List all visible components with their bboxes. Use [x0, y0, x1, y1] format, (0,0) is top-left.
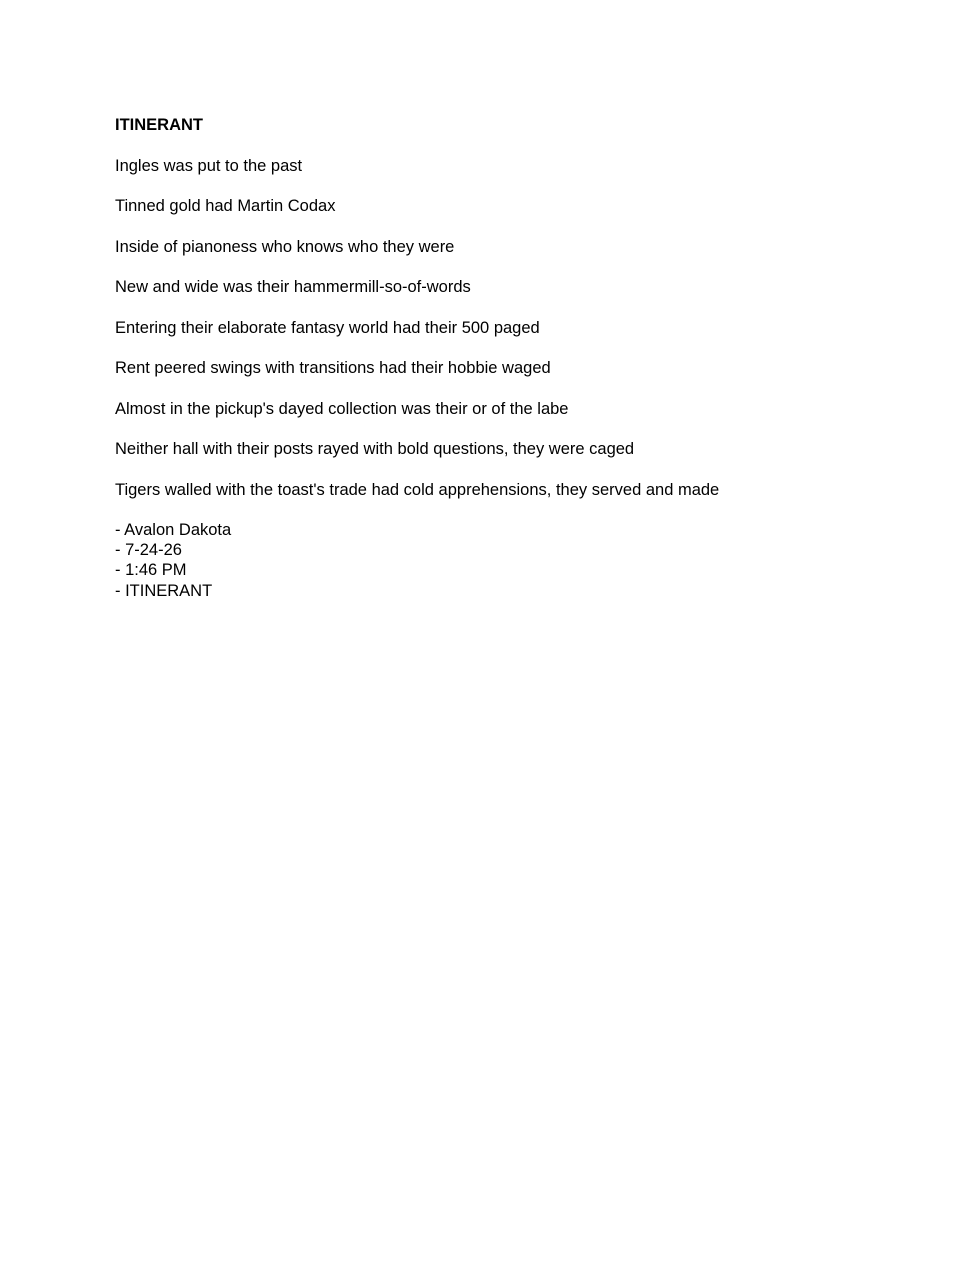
poem-line: Tinned gold had Martin Codax [115, 197, 336, 215]
poem-line: Neither hall with their posts rayed with bold questions, they were caged [115, 440, 635, 458]
poem-line: Rent peered swings with transitions had their hobbie waged [115, 359, 551, 377]
signature-date: - 7-24-26 [115, 541, 182, 560]
poem-line: Entering their elaborate fantasy world had their 500 paged [115, 318, 540, 337]
poem-line: Tigers walled with the toast's trade had cold apprehensions, they served and made [115, 480, 720, 499]
poem-line: New and wide was their hammermill-so-of-words [115, 278, 471, 296]
poem-title: ITINERANT [115, 116, 203, 134]
signature-block [115, 520, 875, 601]
signature-author: - Avalon Dakota [115, 521, 232, 539]
poem-line: Ingles was put to the past [115, 156, 303, 175]
poem-content [115, 115, 875, 601]
signature-title: - ITINERANT [115, 581, 213, 600]
poem-line: Almost in the pickup's dayed collection was their or of the labe [115, 399, 569, 418]
poem-line: Inside of pianoness who knows who they were [115, 237, 455, 256]
signature-time: - 1:46 PM [115, 561, 187, 580]
